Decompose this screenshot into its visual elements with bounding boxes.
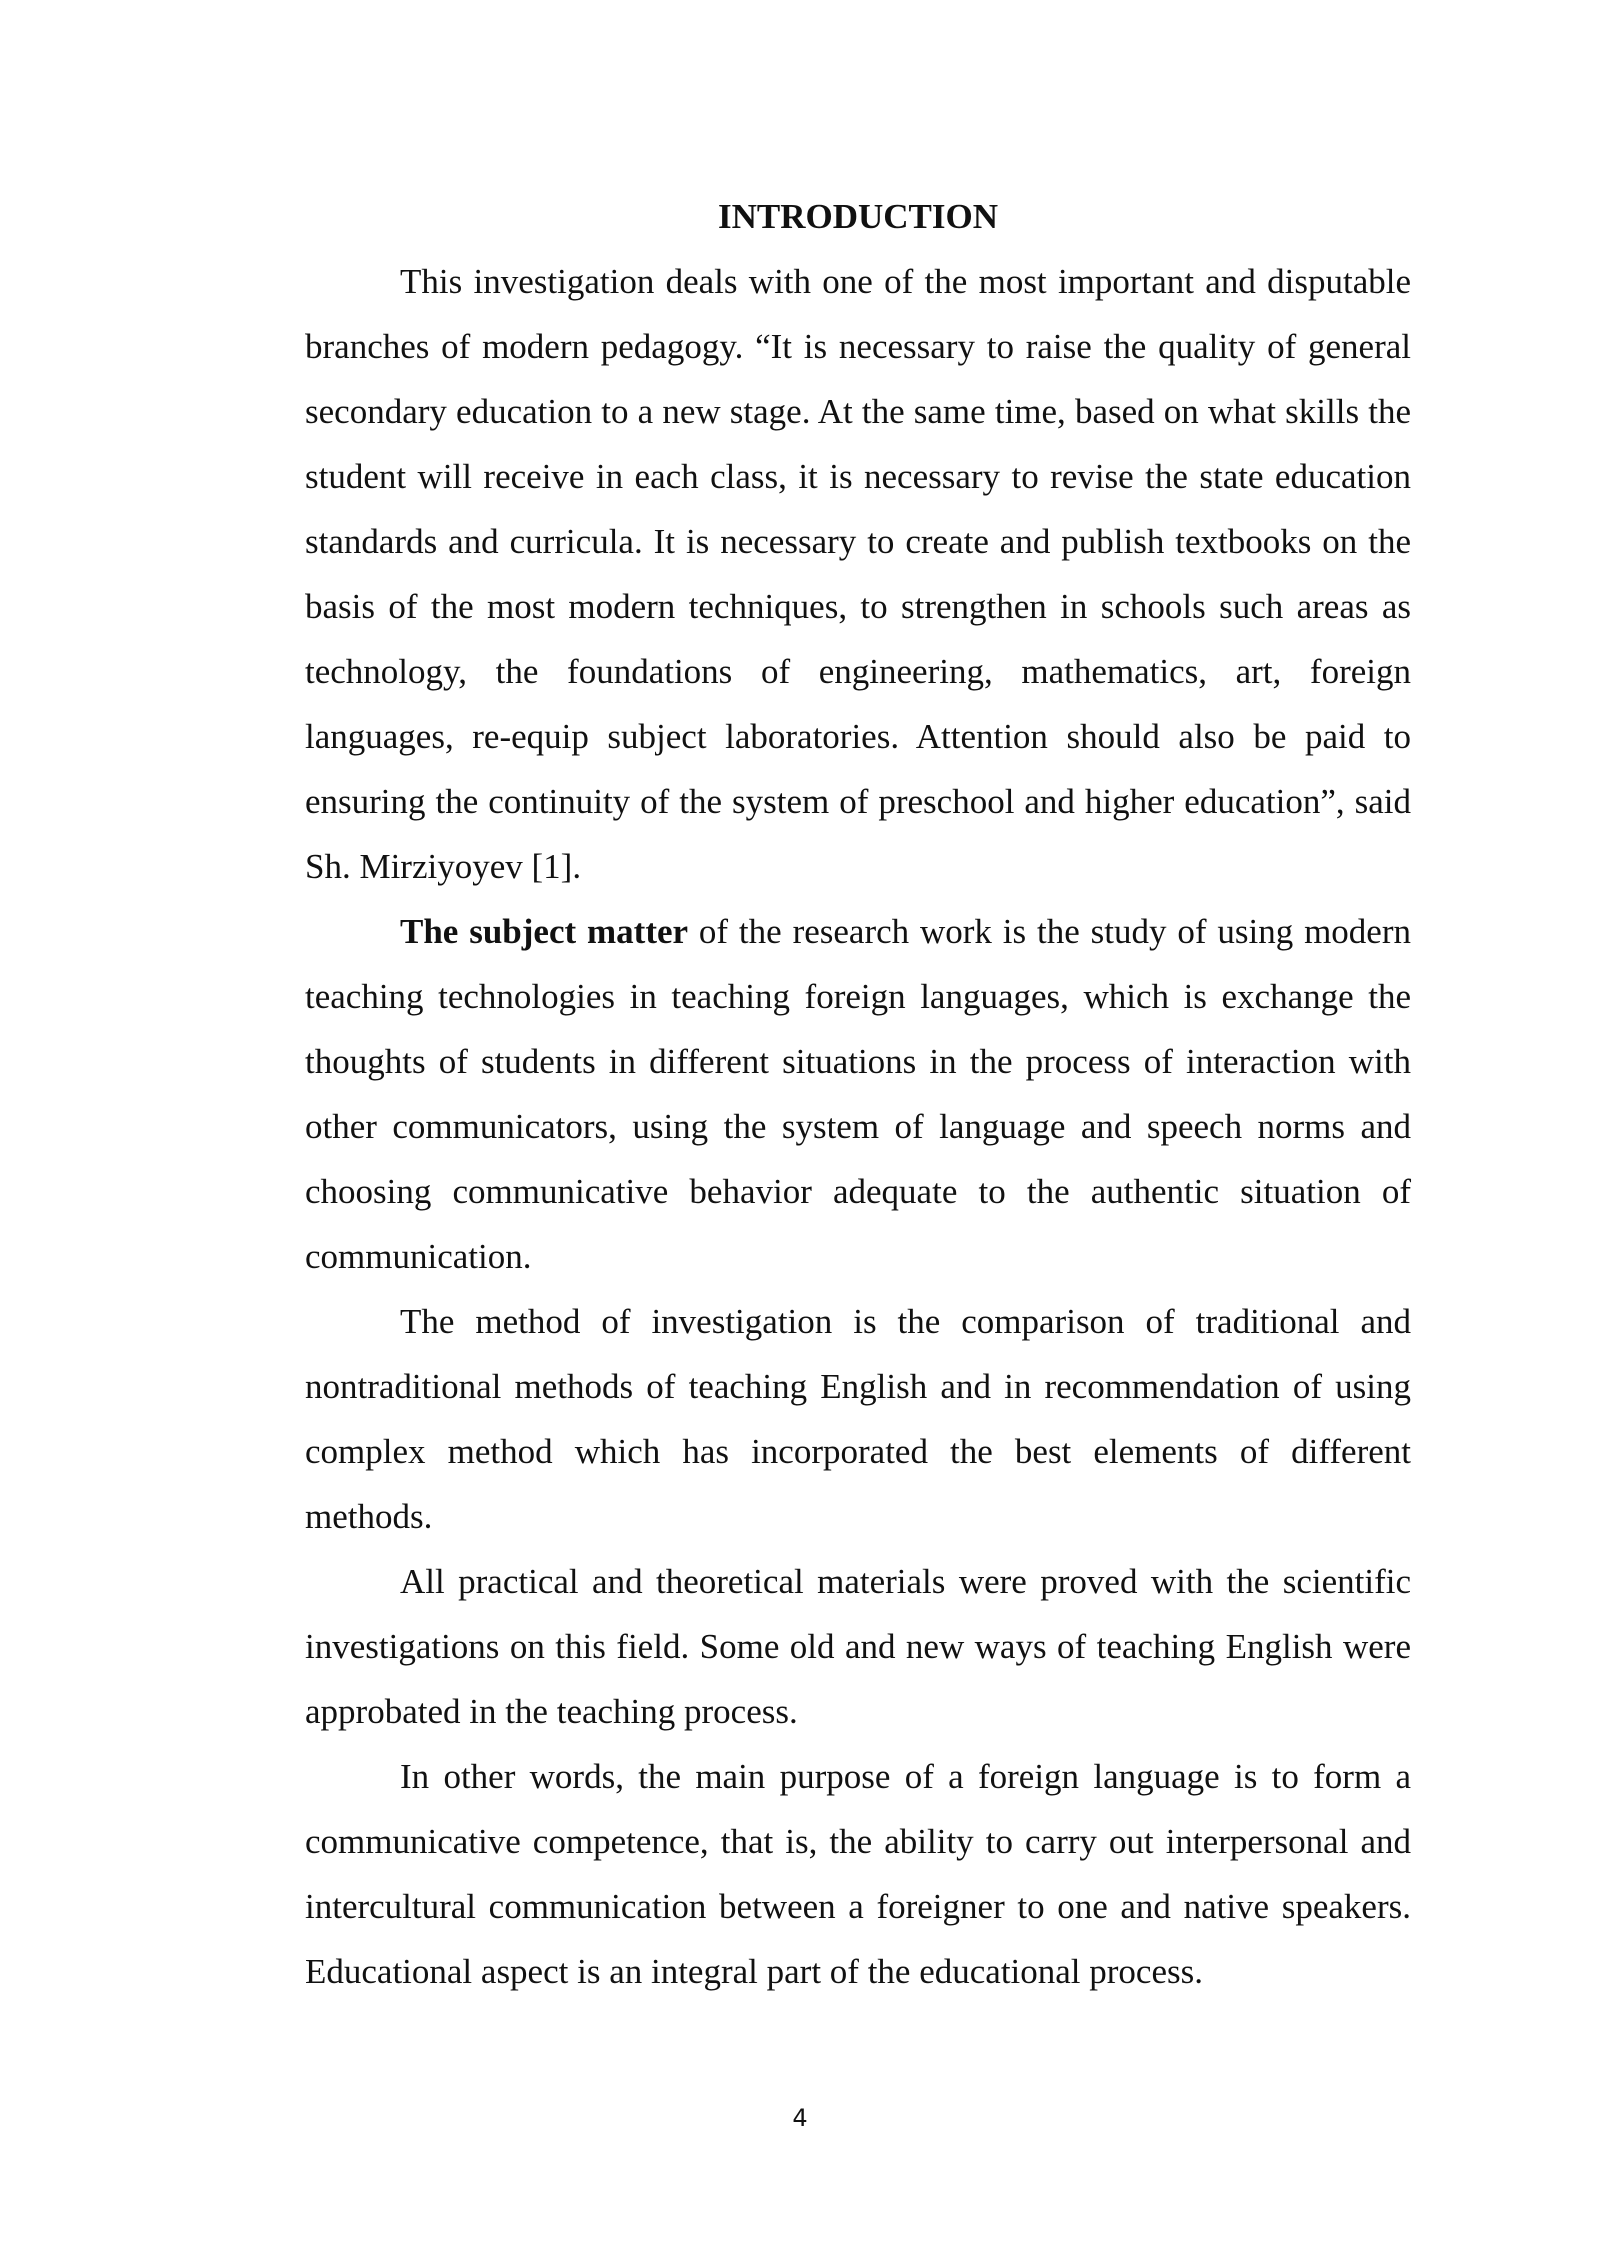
page-title: INTRODUCTION bbox=[717, 197, 999, 236]
paragraph-1 bbox=[305, 249, 1411, 899]
page-number: 4 bbox=[792, 2104, 808, 2132]
paragraph-1-text: This investigation deals with one of the most important and disputable branches of modern pedagogy. “It is necessary to raise the quality of general secondary education to a new stage. At the same time, based on what skills the student will receive in each class, it is necessary to revise the state education standards and curricula. It is necessary to create and publish textbooks on the basis of the most modern techniques, to strengthen in schools such areas as technology, the foundations of engineering, mathematics, art, foreign languages, re-equip subject laboratories. Attention should also be paid to ensuring the continuity of the system of preschool and higher education”, said Sh. Mirziyoyev [1]. bbox=[305, 262, 1411, 886]
paragraph-5-text: In other words, the main purpose of a foreign language is to form a communicative competence, that is, the ability to carry out interpersonal and intercultural communication between a foreigner to one and native speakers. Educational aspect is an integral part of the educational process. bbox=[305, 1757, 1411, 1991]
paragraph-2-text: of the research work is the study of using modern teaching technologies in teaching foreign languages, which is exchange the thoughts of students in different situations in the process of interaction with other communicators, using the system of language and speech norms and choosing communicative behavior adequate to the authentic situation of communication. bbox=[305, 912, 1411, 1276]
paragraph-5 bbox=[305, 1744, 1411, 2004]
subject-matter-heading: The subject matter bbox=[400, 912, 689, 951]
paragraph-4-text: All practical and theoretical materials were proved with the scientific investigations on this field. Some old and new ways of teaching English were approbated in the teaching process. bbox=[305, 1562, 1411, 1731]
paragraph-3 bbox=[305, 1289, 1411, 1549]
paragraph-2 bbox=[305, 899, 1411, 1289]
page-content bbox=[305, 184, 1411, 2004]
paragraph-3-text: The method of investigation is the comparison of traditional and nontraditional methods of teaching English and in recommendation of using complex method which has incorporated the best elements of different methods. bbox=[305, 1302, 1411, 1536]
paragraph-4 bbox=[305, 1549, 1411, 1744]
